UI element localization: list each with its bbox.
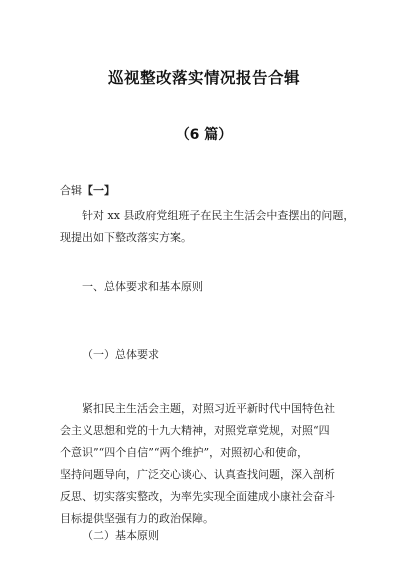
paragraph-line-6: 目标提供坚强有力的政治保障。 (60, 512, 214, 525)
paragraph-line-2: 会主义思想和党的十九大精神，对照党章党规，对照“四 (60, 424, 330, 437)
section-1-1-paragraph (60, 398, 360, 530)
document-title: 巡视整改落实情况报告合辑 (107, 69, 300, 87)
paragraph-line-1: 紧扣民主生活会主题，对照习近平新时代中国特色社 (82, 402, 335, 415)
document-subtitle: （6 篇） (175, 127, 233, 143)
part-heading (60, 180, 115, 202)
section-1-2-heading: （二）基本原则 (82, 529, 159, 542)
part-label-prefix: 合辑 (60, 184, 82, 197)
paragraph-line-3: 个意识”“四个自信”“两个维护”，对照初心和使命， (60, 446, 309, 459)
intro-line-1: 针对 xx 县政府党组班子在民主生活会中查摆出的问题， (82, 209, 355, 222)
part-label-bold: 【一】 (82, 184, 115, 197)
section-1-heading: 一、总体要求和基本原则 (82, 280, 203, 293)
intro-line-2: 现提出如下整改落实方案。 (60, 231, 192, 244)
paragraph-line-4: 坚持问题导向，广泛交心谈心、认真查找问题，深入剖析 (60, 468, 335, 481)
paragraph-line-5: 反思、切实落实整改，为率先实现全面建成小康社会奋斗 (60, 490, 335, 503)
intro-paragraph (60, 205, 360, 249)
section-1-1-heading: （一）总体要求 (82, 348, 159, 361)
